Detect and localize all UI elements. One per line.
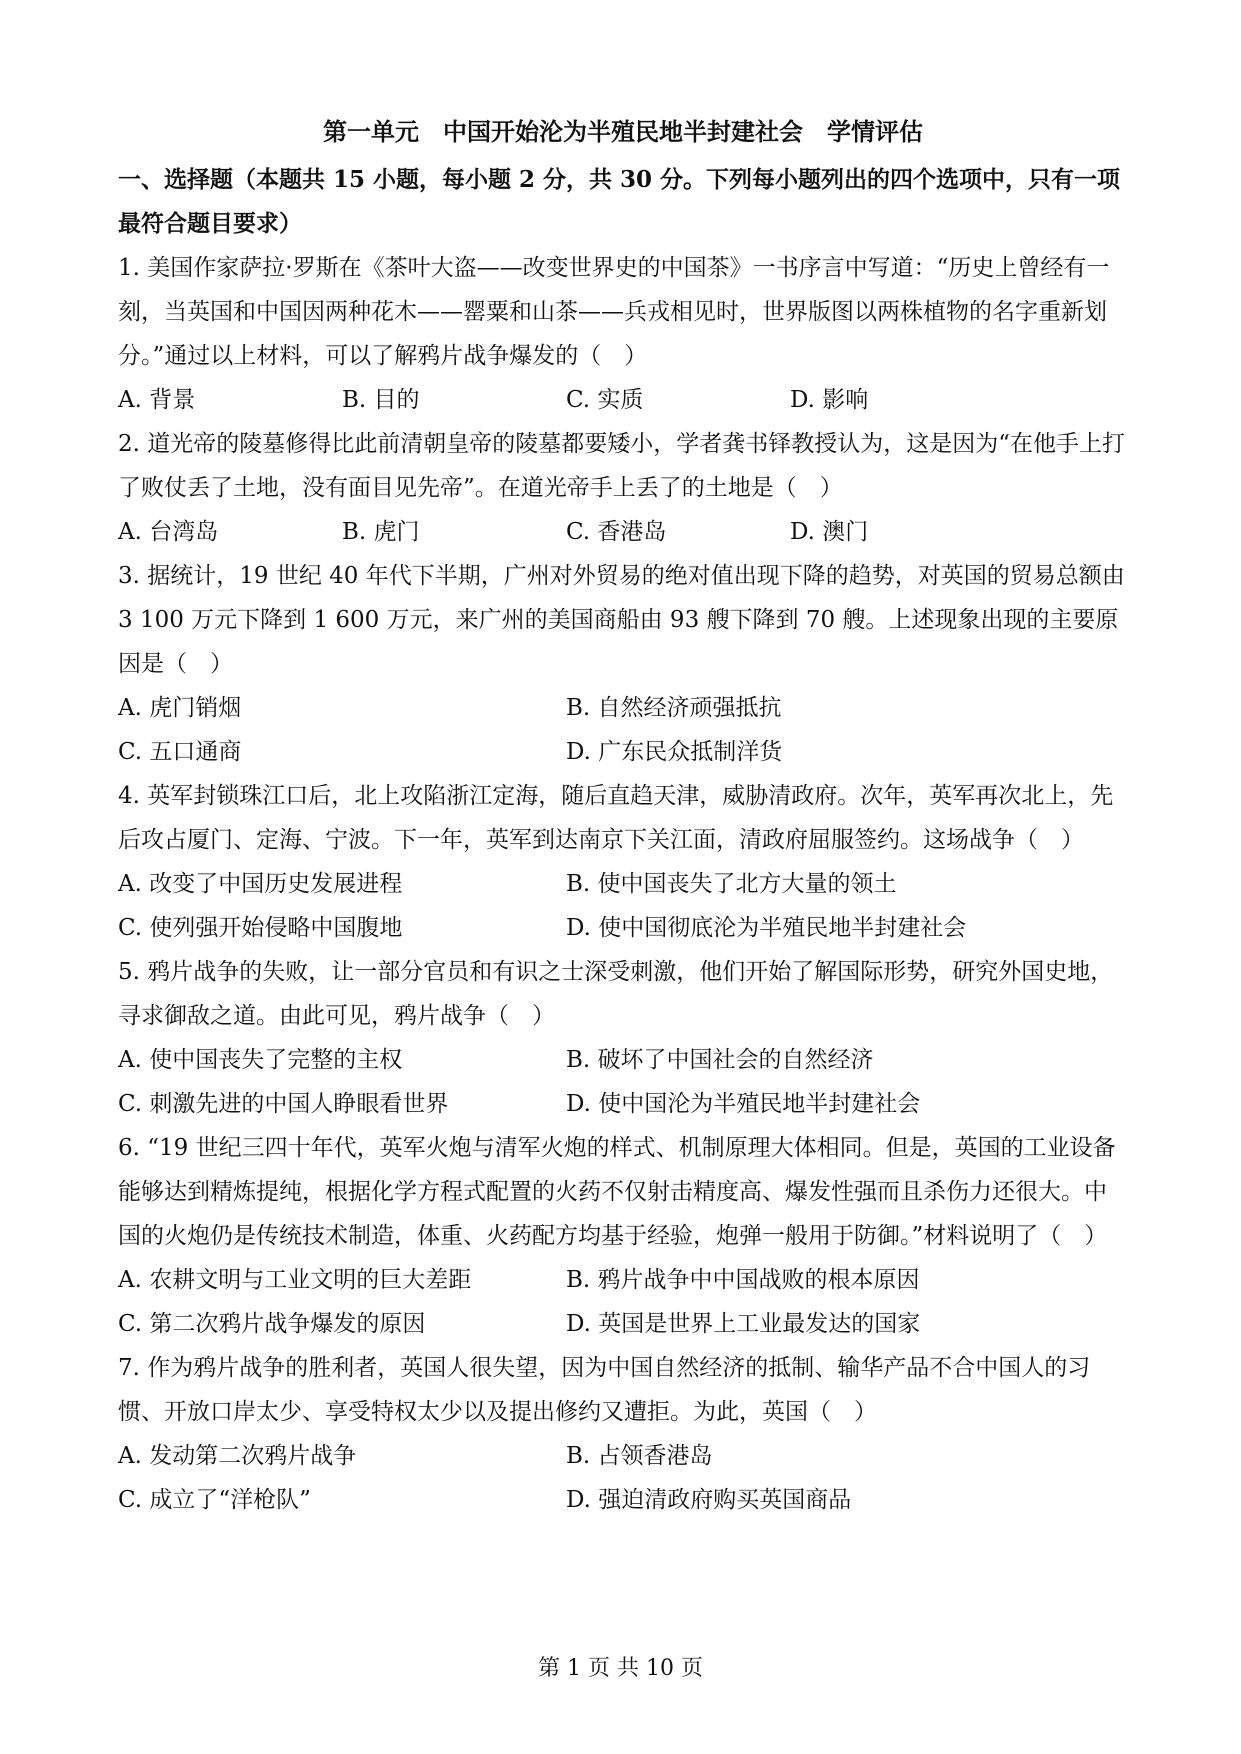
question-stem: 4. 英军封锁珠江口后，北上攻陷浙江定海，随后直趋天津，威胁清政府。次年，英军再次北上，先后攻占厦门、定海、宁波。下一年，英军到达南京下关江面，清政府屈服签约。这场战争（ ）	[118, 783, 1114, 853]
option-b: B. 自然经济顽强抵抗	[566, 695, 782, 721]
option-a: A. 台湾岛	[118, 519, 219, 545]
question-4	[118, 774, 1128, 950]
question-stem: 7. 作为鸦片战争的胜利者，英国人很失望，因为中国自然经济的抵制、输华产品不合中国人的习惯、开放口岸太少、享受特权太少以及提出修约又遭拒。为此，英国（ ）	[118, 1355, 1091, 1425]
question-1	[118, 246, 1128, 422]
question-stem: 1. 美国作家萨拉·罗斯在《茶叶大盗——改变世界史的中国茶》一书序言中写道：“历史上曾经有一刻，当英国和中国因两种花木——罂粟和山茶——兵戎相见时，世界版图以两株植物的名字重新划分。”通过以上材料，可以了解鸦片战争爆发的（ ）	[118, 255, 1110, 369]
option-c: C. 第二次鸦片战争爆发的原因	[118, 1311, 426, 1337]
option-b: B. 使中国丧失了北方大量的领土	[566, 871, 897, 897]
option-b: B. 破坏了中国社会的自然经济	[566, 1047, 874, 1073]
question-stem: 6. “19 世纪三四十年代，英军火炮与清军火炮的样式、机制原理大体相同。但是，英国的工业设备能够达到精炼提纯，根据化学方程式配置的火药不仅射击精度高、爆发性强而且杀伤力还很大。中国的火炮仍是传统技术制造，体重、火药配方均基于经验，炮弹一般用于防御。”材料说明了（ ）	[118, 1135, 1116, 1249]
option-c: C. 刺激先进的中国人睁眼看世界	[118, 1091, 449, 1117]
section-heading: 一、选择题（本题共 15 小题，每小题 2 分，共 30 分。下列每小题列出的四个选项中，只有一项最符合题目要求）	[118, 166, 1121, 237]
option-d: D. 影响	[790, 387, 869, 413]
document-page	[118, 110, 1128, 1522]
page-number-footer: 第 1 页 共 10 页	[538, 1656, 703, 1681]
question-stem: 2. 道光帝的陵墓修得比此前清朝皇帝的陵墓都要矮小，学者龚书铎教授认为，这是因为“在他手上打了败仗丢了土地，没有面目见先帝”。在道光帝手上丢了的土地是（ ）	[118, 431, 1126, 501]
option-a: A. 改变了中国历史发展进程	[118, 871, 403, 897]
option-d: D. 强迫清政府购买英国商品	[566, 1487, 852, 1513]
option-list	[118, 1434, 1128, 1522]
option-d: D. 使中国沦为半殖民地半封建社会	[566, 1091, 921, 1117]
option-list	[118, 1038, 1128, 1126]
option-d: D. 英国是世界上工业最发达的国家	[566, 1311, 921, 1337]
option-c: C. 实质	[566, 387, 644, 413]
option-a: A. 背景	[118, 387, 196, 413]
question-3	[118, 554, 1128, 774]
question-stem: 5. 鸦片战争的失败，让一部分官员和有识之士深受刺激，他们开始了解国际形势，研究外国史地，寻求御敌之道。由此可见，鸦片战争（ ）	[118, 959, 1114, 1029]
question-2	[118, 422, 1128, 554]
option-list	[118, 1258, 1128, 1346]
option-a: A. 虎门销烟	[118, 695, 242, 721]
option-a: A. 使中国丧失了完整的主权	[118, 1047, 403, 1073]
option-b: B. 目的	[342, 387, 420, 413]
question-5	[118, 950, 1128, 1126]
option-b: B. 虎门	[342, 519, 420, 545]
option-list	[118, 510, 1128, 554]
option-c: C. 成立了“洋枪队”	[118, 1487, 311, 1513]
option-a: A. 发动第二次鸦片战争	[118, 1443, 357, 1469]
page-title: 第一单元 中国开始沦为半殖民地半封建社会 学情评估	[323, 117, 923, 146]
option-b: B. 占领香港岛	[566, 1443, 713, 1469]
option-list	[118, 686, 1128, 774]
option-a: A. 农耕文明与工业文明的巨大差距	[118, 1267, 472, 1293]
option-d: D. 使中国彻底沦为半殖民地半封建社会	[566, 915, 967, 941]
option-b: B. 鸦片战争中中国战败的根本原因	[566, 1267, 920, 1293]
option-list	[118, 862, 1128, 950]
option-c: C. 香港岛	[566, 519, 667, 545]
option-c: C. 五口通商	[118, 739, 242, 765]
question-stem: 3. 据统计，19 世纪 40 年代下半期，广州对外贸易的绝对值出现下降的趋势，对英国的贸易总额由 3 100 万元下降到 1 600 万元，来广州的美国商船由 93 艘下降到 70 艘。上述现象出现的主要原因是（ ）	[118, 563, 1125, 677]
option-d: D. 广东民众抵制洋货	[566, 739, 783, 765]
option-list	[118, 378, 1128, 422]
question-6	[118, 1126, 1128, 1346]
option-d: D. 澳门	[790, 519, 869, 545]
option-c: C. 使列强开始侵略中国腹地	[118, 915, 403, 941]
question-7	[118, 1346, 1128, 1522]
